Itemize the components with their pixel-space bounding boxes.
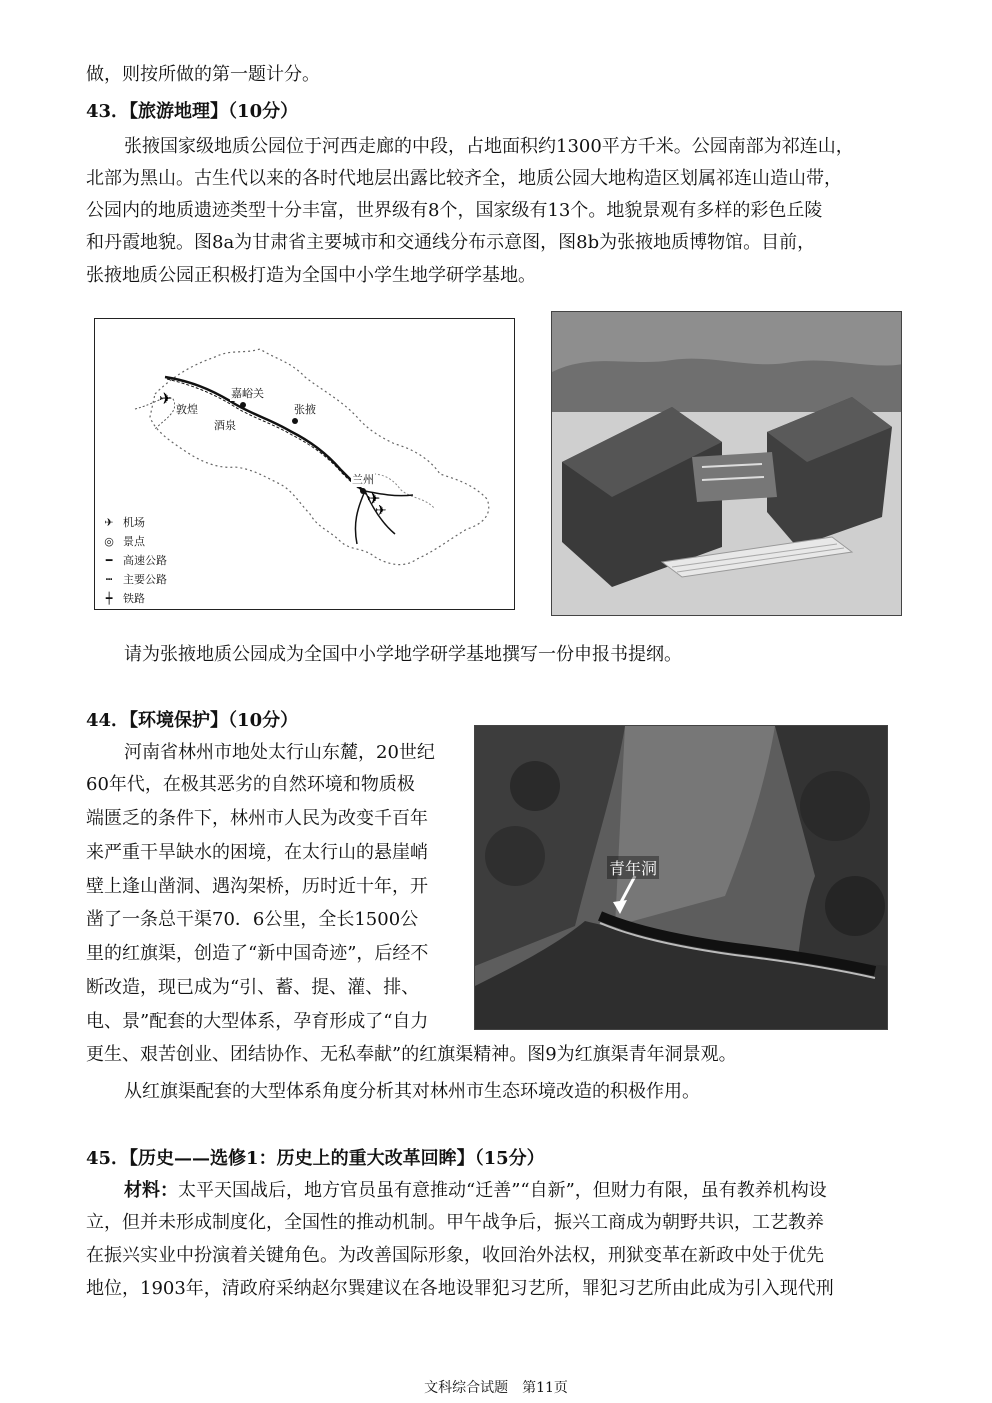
q45-line-3: 在振兴实业中扮演着关键角色。为改善国际形象，收回治外法权，刑狱变革在新政中处于优先 [86, 1245, 824, 1266]
q44-wrap-line-1: 河南省林州市地处太行山东麓，20世纪 [124, 742, 435, 763]
legend-label: 机场 [123, 516, 145, 529]
q45-line-1-text: 太平天国战后，地方官员虽有意推动“迁善”“自新”，但财力有限，虽有教养机构设 [178, 1180, 827, 1201]
scenic-spot-icon: ◎ [104, 535, 114, 548]
q43-heading: 43．【旅游地理】（10分） [86, 101, 299, 122]
legend-label: 铁路 [123, 592, 145, 605]
q45-line-2: 立，但并未形成制度化，全国性的推动机制。甲午战争后，振兴工商成为朝野共识，工艺教养 [86, 1212, 824, 1233]
legend-label: 主要公路 [123, 573, 167, 586]
q45-line-4: 地位，1903年，清政府采纳赵尔巽建议在各地设罪犯习艺所，罪犯习艺所由此成为引入现代刑 [86, 1278, 834, 1299]
q44-wrap-line-2: 60年代，在极其恶劣的自然环境和物质极 [86, 774, 415, 795]
q44-wrap-line-6: 凿了一条总干渠70．6公里，全长1500公 [86, 909, 419, 930]
legend-label: 景点 [123, 535, 145, 548]
map-legend [101, 513, 167, 608]
map-city-lanzhou: 兰州 [352, 473, 374, 486]
q43-para-line-2: 北部为黑山。古生代以来的各时代地层出露比较齐全，地质公园大地构造区划属祁连山造山带， [86, 168, 842, 189]
legend-label: 高速公路 [123, 554, 167, 567]
q45-heading: 45．【历史——选修1：历史上的重大改革回眸】（15分） [86, 1148, 545, 1169]
q43-para-line-1: 张掖国家级地质公园位于河西走廊的中段，占地面积约1300平方千米。公园南部为祁连山， [124, 136, 854, 157]
map-city-jiayuguan: 嘉峪关 [231, 387, 264, 400]
material-label: 材料： [124, 1180, 178, 1201]
map-city-dunhuang: 敦煌 [176, 403, 198, 416]
q45-line-1 [124, 1176, 827, 1206]
q44-wrap-line-8: 断改造，现已成为“引、蓄、提、灌、排、 [86, 977, 420, 998]
legend-item [101, 532, 167, 551]
q44-wrap-line-9: 电、景”配套的大型体系，孕育形成了“自力 [86, 1011, 429, 1032]
legend-item [101, 513, 167, 532]
airplane-icon: ✈ [104, 516, 114, 529]
expressway-line-icon: ━ [105, 554, 113, 567]
airplane-icon: ✈ [159, 389, 173, 408]
legend-item [101, 589, 167, 608]
q44-wrap-line-4: 来严重干旱缺水的困境，在太行山的悬崖峭 [86, 842, 428, 863]
map-city-jiuquan: 酒泉 [214, 419, 236, 432]
q44-task: 从红旗渠配套的大型体系角度分析其对林州市生态环境改造的积极作用。 [124, 1081, 700, 1102]
gansu-map-figure [94, 318, 515, 610]
airplane-icon: ✈ [367, 489, 381, 508]
museum-photo-drawing [552, 312, 902, 616]
youth-tunnel-label: 青年洞 [607, 856, 659, 879]
canal-photo-drawing [475, 726, 888, 1030]
legend-item [101, 570, 167, 589]
airplane-icon: ✈ [375, 503, 387, 519]
lead-line: 做，则按所做的第一题计分。 [86, 64, 320, 85]
legend-item [101, 551, 167, 570]
q44-heading: 44．【环境保护】（10分） [86, 710, 299, 731]
q43-para-line-5: 张掖地质公园正积极打造为全国中小学生地学研学基地。 [86, 265, 536, 286]
railway-line-icon: ┿ [105, 592, 113, 605]
q44-wrap-line-3: 端匮乏的条件下，林州市人民为改变千百年 [86, 808, 428, 829]
canal-photo [474, 725, 888, 1030]
page-footer: 文科综合试题 第11页 [424, 1380, 568, 1396]
main-road-line-icon: ┅ [105, 573, 113, 586]
q44-wrap-line-5: 壁上逢山凿洞、遇沟架桥，历时近十年，开 [86, 876, 428, 897]
q43-para-line-3: 公园内的地质遗迹类型十分丰富，世界级有8个，国家级有13个。地貌景观有多样的彩色丘陵 [86, 200, 823, 221]
map-city-zhangye: 张掖 [294, 403, 316, 416]
museum-photo [551, 311, 902, 616]
q43-task: 请为张掖地质公园成为全国中小学地学研学基地撰写一份申报书提纲。 [124, 644, 682, 665]
q44-full-line: 更生、艰苦创业、团结协作、无私奉献”的红旗渠精神。图9为红旗渠青年洞景观。 [86, 1044, 737, 1065]
q44-wrap-line-7: 里的红旗渠，创造了“新中国奇迹”，后经不 [86, 943, 429, 964]
q43-para-line-4: 和丹霞地貌。图8a为甘肃省主要城市和交通线分布示意图，图8b为张掖地质博物馆。目前， [86, 232, 816, 253]
